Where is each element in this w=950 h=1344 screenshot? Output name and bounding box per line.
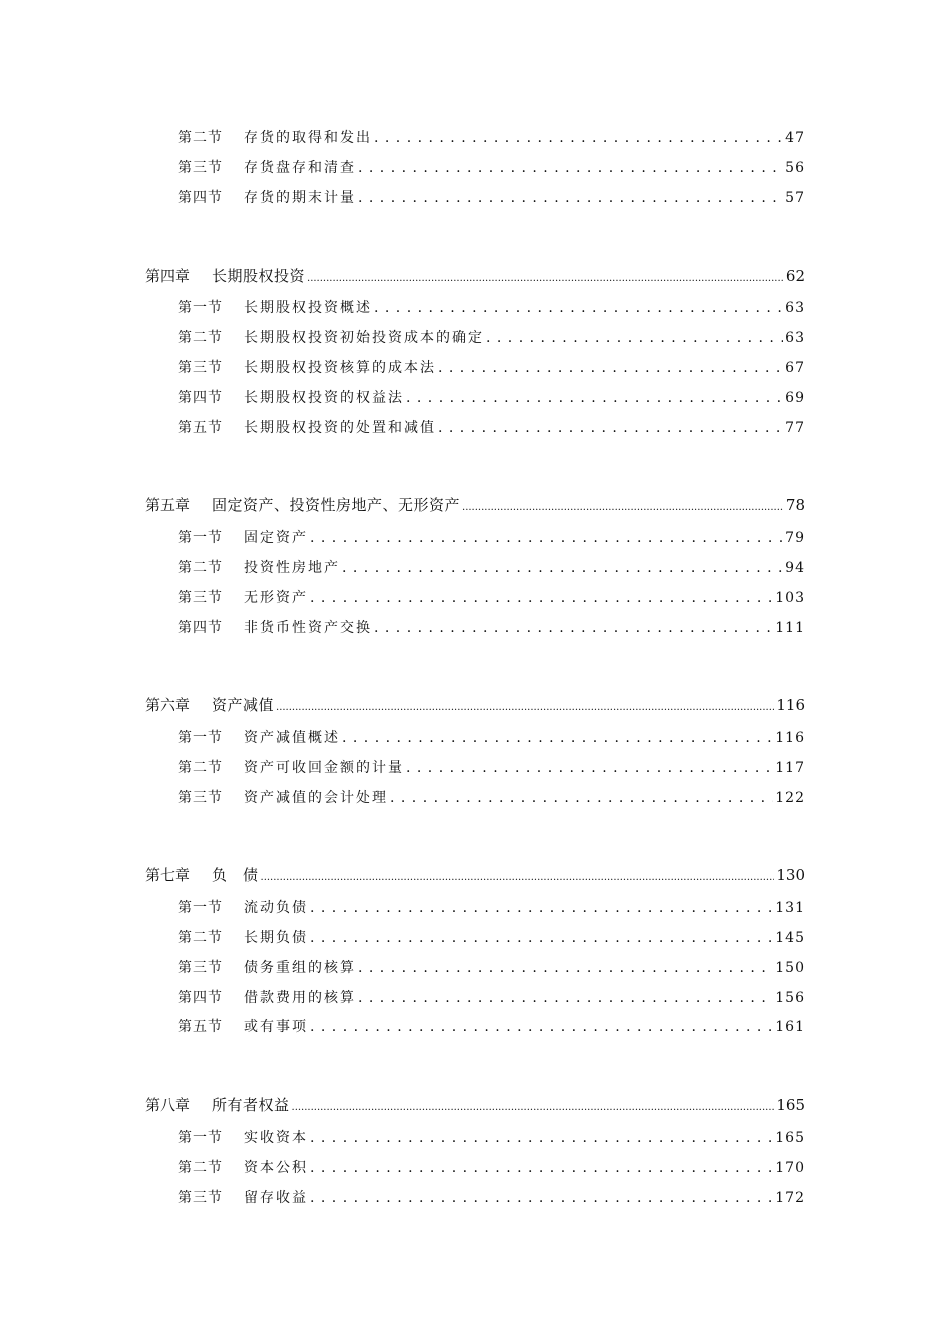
chapter-title: 长期股权投资 [212,267,306,285]
toc-section-entry[interactable] [178,527,805,549]
page-number: 78 [785,496,805,514]
section-number: 第一节 [178,900,223,916]
toc-section-entry[interactable] [178,897,805,919]
chapter-title: 负 债 [212,866,259,884]
page-number: 77 [785,420,805,436]
page-number: 165 [775,1130,805,1146]
section-title: 资本公积 [244,1160,308,1176]
page-number: 145 [775,930,805,946]
dot-leader [358,990,773,1006]
toc-section-entry[interactable] [178,187,805,209]
chapter-title: 所有者权益 [212,1096,290,1114]
dot-leader [406,760,773,776]
toc-section-entry[interactable] [178,357,805,379]
section-title: 长期股权投资概述 [244,300,372,316]
dot-leader [310,900,773,916]
page-number: 63 [785,300,805,316]
page-number: 116 [775,730,805,746]
page-number: 150 [775,960,805,976]
section-number: 第三节 [178,1190,223,1206]
dot-leader [292,1096,775,1114]
dot-leader [310,1019,773,1035]
section-title: 长期股权投资核算的成本法 [244,360,436,376]
section-title: 存货的取得和发出 [244,130,372,146]
page-number: 170 [775,1160,805,1176]
page-number: 69 [785,390,805,406]
page-number: 47 [785,130,805,146]
dot-leader [438,360,783,376]
toc-section-entry[interactable] [178,787,805,809]
toc-section-entry[interactable] [178,757,805,779]
section-number: 第一节 [178,530,223,546]
toc-section-entry[interactable] [178,327,805,349]
toc-section-entry[interactable] [178,1157,805,1179]
section-number: 第三节 [178,960,223,976]
toc-section-entry[interactable] [178,587,805,609]
dot-leader [310,1160,773,1176]
section-number: 第三节 [178,590,223,606]
toc-section-entry[interactable] [178,1127,805,1149]
dot-leader [358,160,783,176]
chapter-title: 资产减值 [212,696,275,714]
section-title: 固定资产 [244,530,308,546]
chapter-number: 第四章 [145,267,191,285]
toc-section-entry[interactable] [178,987,805,1009]
dot-leader [406,390,783,406]
dot-leader [438,420,783,436]
dot-leader [342,730,773,746]
dot-leader [390,790,773,806]
section-number: 第五节 [178,420,223,436]
section-number: 第四节 [178,620,223,636]
dot-leader [374,300,783,316]
section-number: 第一节 [178,730,223,746]
dot-leader [374,130,783,146]
toc-chapter-entry[interactable] [145,494,805,518]
toc-chapter-entry[interactable] [145,1094,805,1118]
toc-section-entry[interactable] [178,957,805,979]
toc-section-entry[interactable] [178,557,805,579]
section-number: 第二节 [178,130,223,146]
section-title: 长期股权投资的处置和减值 [244,420,436,436]
page-number: 111 [775,620,805,636]
page-number: 122 [775,790,805,806]
dot-leader [486,330,783,346]
chapter-number: 第五章 [145,496,191,514]
dot-leader [310,1190,773,1206]
dot-leader [310,930,773,946]
section-title: 无形资产 [244,590,308,606]
page-number: 156 [775,990,805,1006]
section-number: 第二节 [178,330,223,346]
section-number: 第二节 [178,560,223,576]
chapter-number: 第七章 [145,866,191,884]
section-title: 非货币性资产交换 [244,620,372,636]
dot-leader [342,560,783,576]
section-number: 第一节 [178,1130,223,1146]
section-number: 第二节 [178,760,223,776]
chapter-title: 固定资产、投资性房地产、无形资产 [212,496,461,514]
page-number: 62 [785,267,805,285]
toc-section-entry[interactable] [178,157,805,179]
page-number: 67 [785,360,805,376]
toc-section-entry[interactable] [178,297,805,319]
section-number: 第四节 [178,390,223,406]
section-number: 第三节 [178,160,223,176]
page-number: 117 [775,760,805,776]
page-number: 57 [785,190,805,206]
dot-leader [374,620,773,636]
section-title: 留存收益 [244,1190,308,1206]
section-number: 第四节 [178,190,223,206]
section-title: 长期股权投资初始投资成本的确定 [244,330,484,346]
section-title: 借款费用的核算 [244,990,356,1006]
section-title: 存货盘存和清查 [244,160,356,176]
toc-section-entry[interactable] [178,387,805,409]
section-number: 第三节 [178,360,223,376]
chapter-number: 第八章 [145,1096,191,1114]
section-title: 债务重组的核算 [244,960,356,976]
page-number: 79 [785,530,805,546]
chapter-number: 第六章 [145,696,191,714]
section-number: 第五节 [178,1019,223,1035]
page-number: 131 [775,900,805,916]
page-number: 116 [776,696,805,714]
toc-section-entry[interactable] [178,927,805,949]
page-number: 165 [776,1096,805,1114]
section-title: 投资性房地产 [244,560,340,576]
toc-chapter-entry[interactable] [145,265,805,289]
toc-section-entry[interactable] [178,1187,805,1209]
section-title: 实收资本 [244,1130,308,1146]
toc-chapter-entry[interactable] [145,694,805,718]
page-number: 103 [775,590,805,606]
section-title: 存货的期末计量 [244,190,356,206]
dot-leader [310,590,773,606]
section-title: 长期负债 [244,930,308,946]
page-number: 172 [775,1190,805,1206]
section-number: 第二节 [178,930,223,946]
toc-section-entry[interactable] [178,1016,805,1038]
section-title: 资产减值概述 [244,730,340,746]
section-title: 流动负债 [244,900,308,916]
page-number: 94 [785,560,805,576]
dot-leader [358,960,773,976]
section-number: 第四节 [178,990,223,1006]
section-number: 第一节 [178,300,223,316]
page-number: 130 [776,866,805,884]
dot-leader [462,496,784,514]
section-number: 第二节 [178,1160,223,1176]
dot-leader [310,530,783,546]
dot-leader [307,267,784,285]
dot-leader [358,190,783,206]
section-title: 资产减值的会计处理 [244,790,388,806]
page-number: 56 [785,160,805,176]
section-title: 或有事项 [244,1019,308,1035]
page-number: 63 [785,330,805,346]
toc-section-entry[interactable] [178,417,805,439]
dot-leader [261,866,775,884]
toc-section-entry[interactable] [178,727,805,749]
section-number: 第三节 [178,790,223,806]
section-title: 资产可收回金额的计量 [244,760,404,776]
toc-chapter-entry[interactable] [145,864,805,888]
dot-leader [276,696,774,714]
toc-section-entry[interactable] [178,127,805,149]
dot-leader [310,1130,773,1146]
section-title: 长期股权投资的权益法 [244,390,404,406]
toc-section-entry[interactable] [178,617,805,639]
page-number: 161 [775,1019,805,1035]
